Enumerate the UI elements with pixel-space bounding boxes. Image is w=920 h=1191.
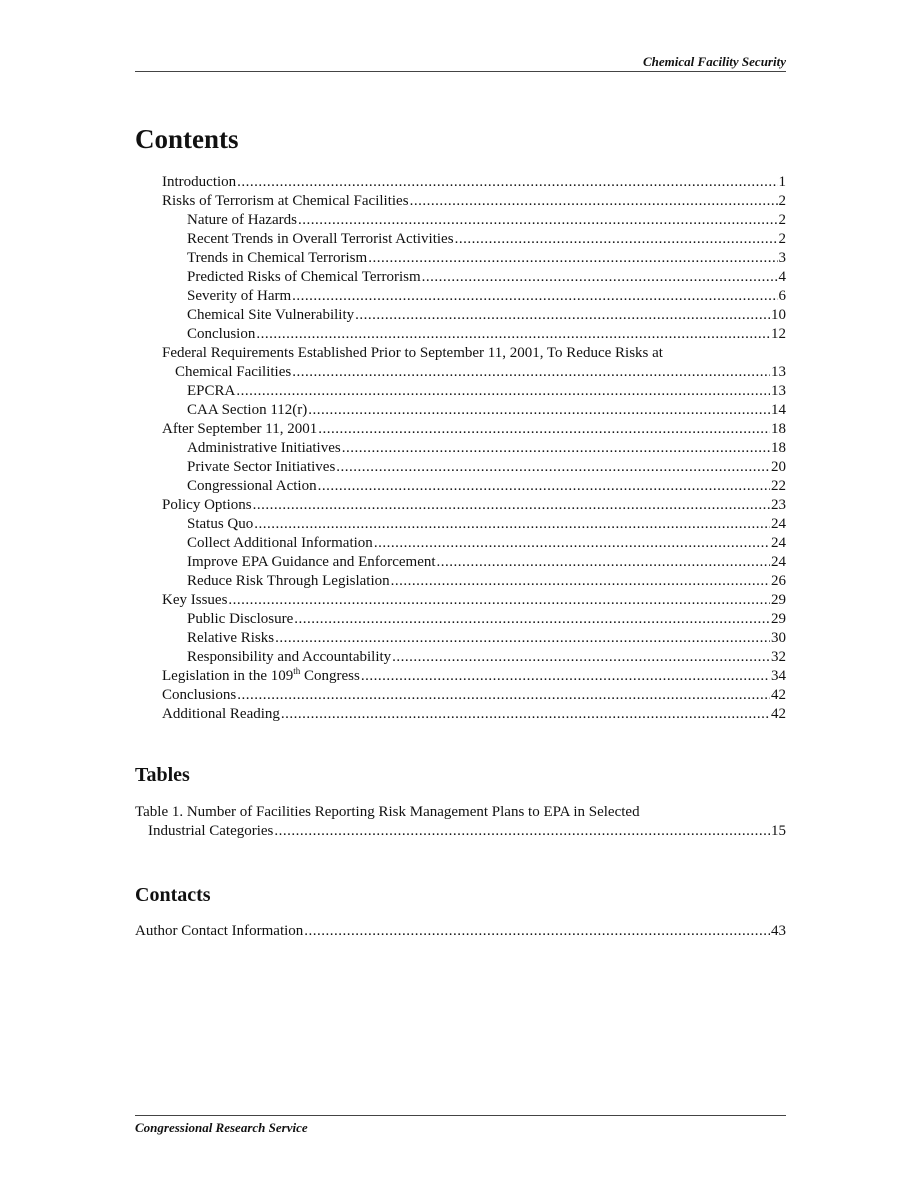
toc-entry[interactable]: EPCRA ..... 13	[135, 382, 786, 401]
toc-entry[interactable]: Reduce Risk Through Legislation ..... 26	[135, 572, 786, 591]
toc-entry[interactable]: Responsibility and Accountability ..... 32	[135, 648, 786, 667]
toc-entry[interactable]: Chemical Site Vulnerability ..... 10	[135, 306, 786, 325]
toc-entry[interactable]: Introduction ..... 1	[135, 173, 786, 192]
contacts-heading: Contacts	[135, 884, 211, 906]
toc-entry[interactable]: Private Sector Initiatives ..... 20	[135, 458, 786, 477]
toc-entry[interactable]: Legislation in the 109th Congress ..... 34	[135, 667, 786, 686]
toc-entry[interactable]: Administrative Initiatives ..... 18	[135, 439, 786, 458]
toc-entry[interactable]: Conclusion ..... 12	[135, 325, 786, 344]
toc-entry[interactable]: Improve EPA Guidance and Enforcement ..... 24	[135, 553, 786, 572]
tables-heading: Tables	[135, 764, 190, 786]
toc-entry[interactable]: Key Issues ..... 29	[135, 591, 786, 610]
contacts-list	[135, 922, 786, 941]
toc-entry[interactable]: Federal Requirements Established Prior to September 11, 2001, To Reduce Risks at	[162, 345, 663, 361]
toc-entry[interactable]: Status Quo ..... 24	[135, 515, 786, 534]
header-rule	[135, 71, 786, 72]
contents-heading: Contents	[135, 124, 239, 154]
toc-entry[interactable]: Recent Trends in Overall Terrorist Activities ..... 2	[135, 230, 786, 249]
toc-entry[interactable]: Nature of Hazards ..... 2	[135, 211, 786, 230]
toc-entry[interactable]: Risks of Terrorism at Chemical Facilities ..... 2	[135, 192, 786, 211]
toc-entry[interactable]: After September 11, 2001 ..... 18	[135, 420, 786, 439]
running-header: Chemical Facility Security	[643, 54, 786, 69]
toc-entry[interactable]: Severity of Harm ..... 6	[135, 287, 786, 306]
table-entry[interactable]: Table 1. Number of Facilities Reporting Risk Management Plans to EPA in Selected	[135, 804, 640, 820]
toc-entry[interactable]: Relative Risks ..... 30	[135, 629, 786, 648]
table-entry-continuation[interactable]: Industrial Categories ..... 15	[135, 822, 786, 841]
footer-rule	[135, 1115, 786, 1116]
toc-entry[interactable]: Collect Additional Information ..... 24	[135, 534, 786, 553]
toc-entry[interactable]: Additional Reading ..... 42	[135, 705, 786, 724]
toc-entry[interactable]: Trends in Chemical Terrorism ..... 3	[135, 249, 786, 268]
toc-entry[interactable]: Policy Options ..... 23	[135, 496, 786, 515]
toc-entry[interactable]: Conclusions ..... 42	[135, 686, 786, 705]
toc-entry-continuation[interactable]: Chemical Facilities ..... 13	[135, 363, 786, 382]
contents-list	[135, 173, 786, 724]
running-footer: Congressional Research Service	[135, 1120, 308, 1135]
toc-entry[interactable]: CAA Section 112(r) ..... 14	[135, 401, 786, 420]
contact-entry[interactable]: Author Contact Information ..... 43	[135, 922, 786, 941]
tables-list	[135, 803, 786, 841]
toc-entry[interactable]: Predicted Risks of Chemical Terrorism ..... 4	[135, 268, 786, 287]
toc-entry[interactable]: Public Disclosure ..... 29	[135, 610, 786, 629]
toc-entry[interactable]: Congressional Action ..... 22	[135, 477, 786, 496]
